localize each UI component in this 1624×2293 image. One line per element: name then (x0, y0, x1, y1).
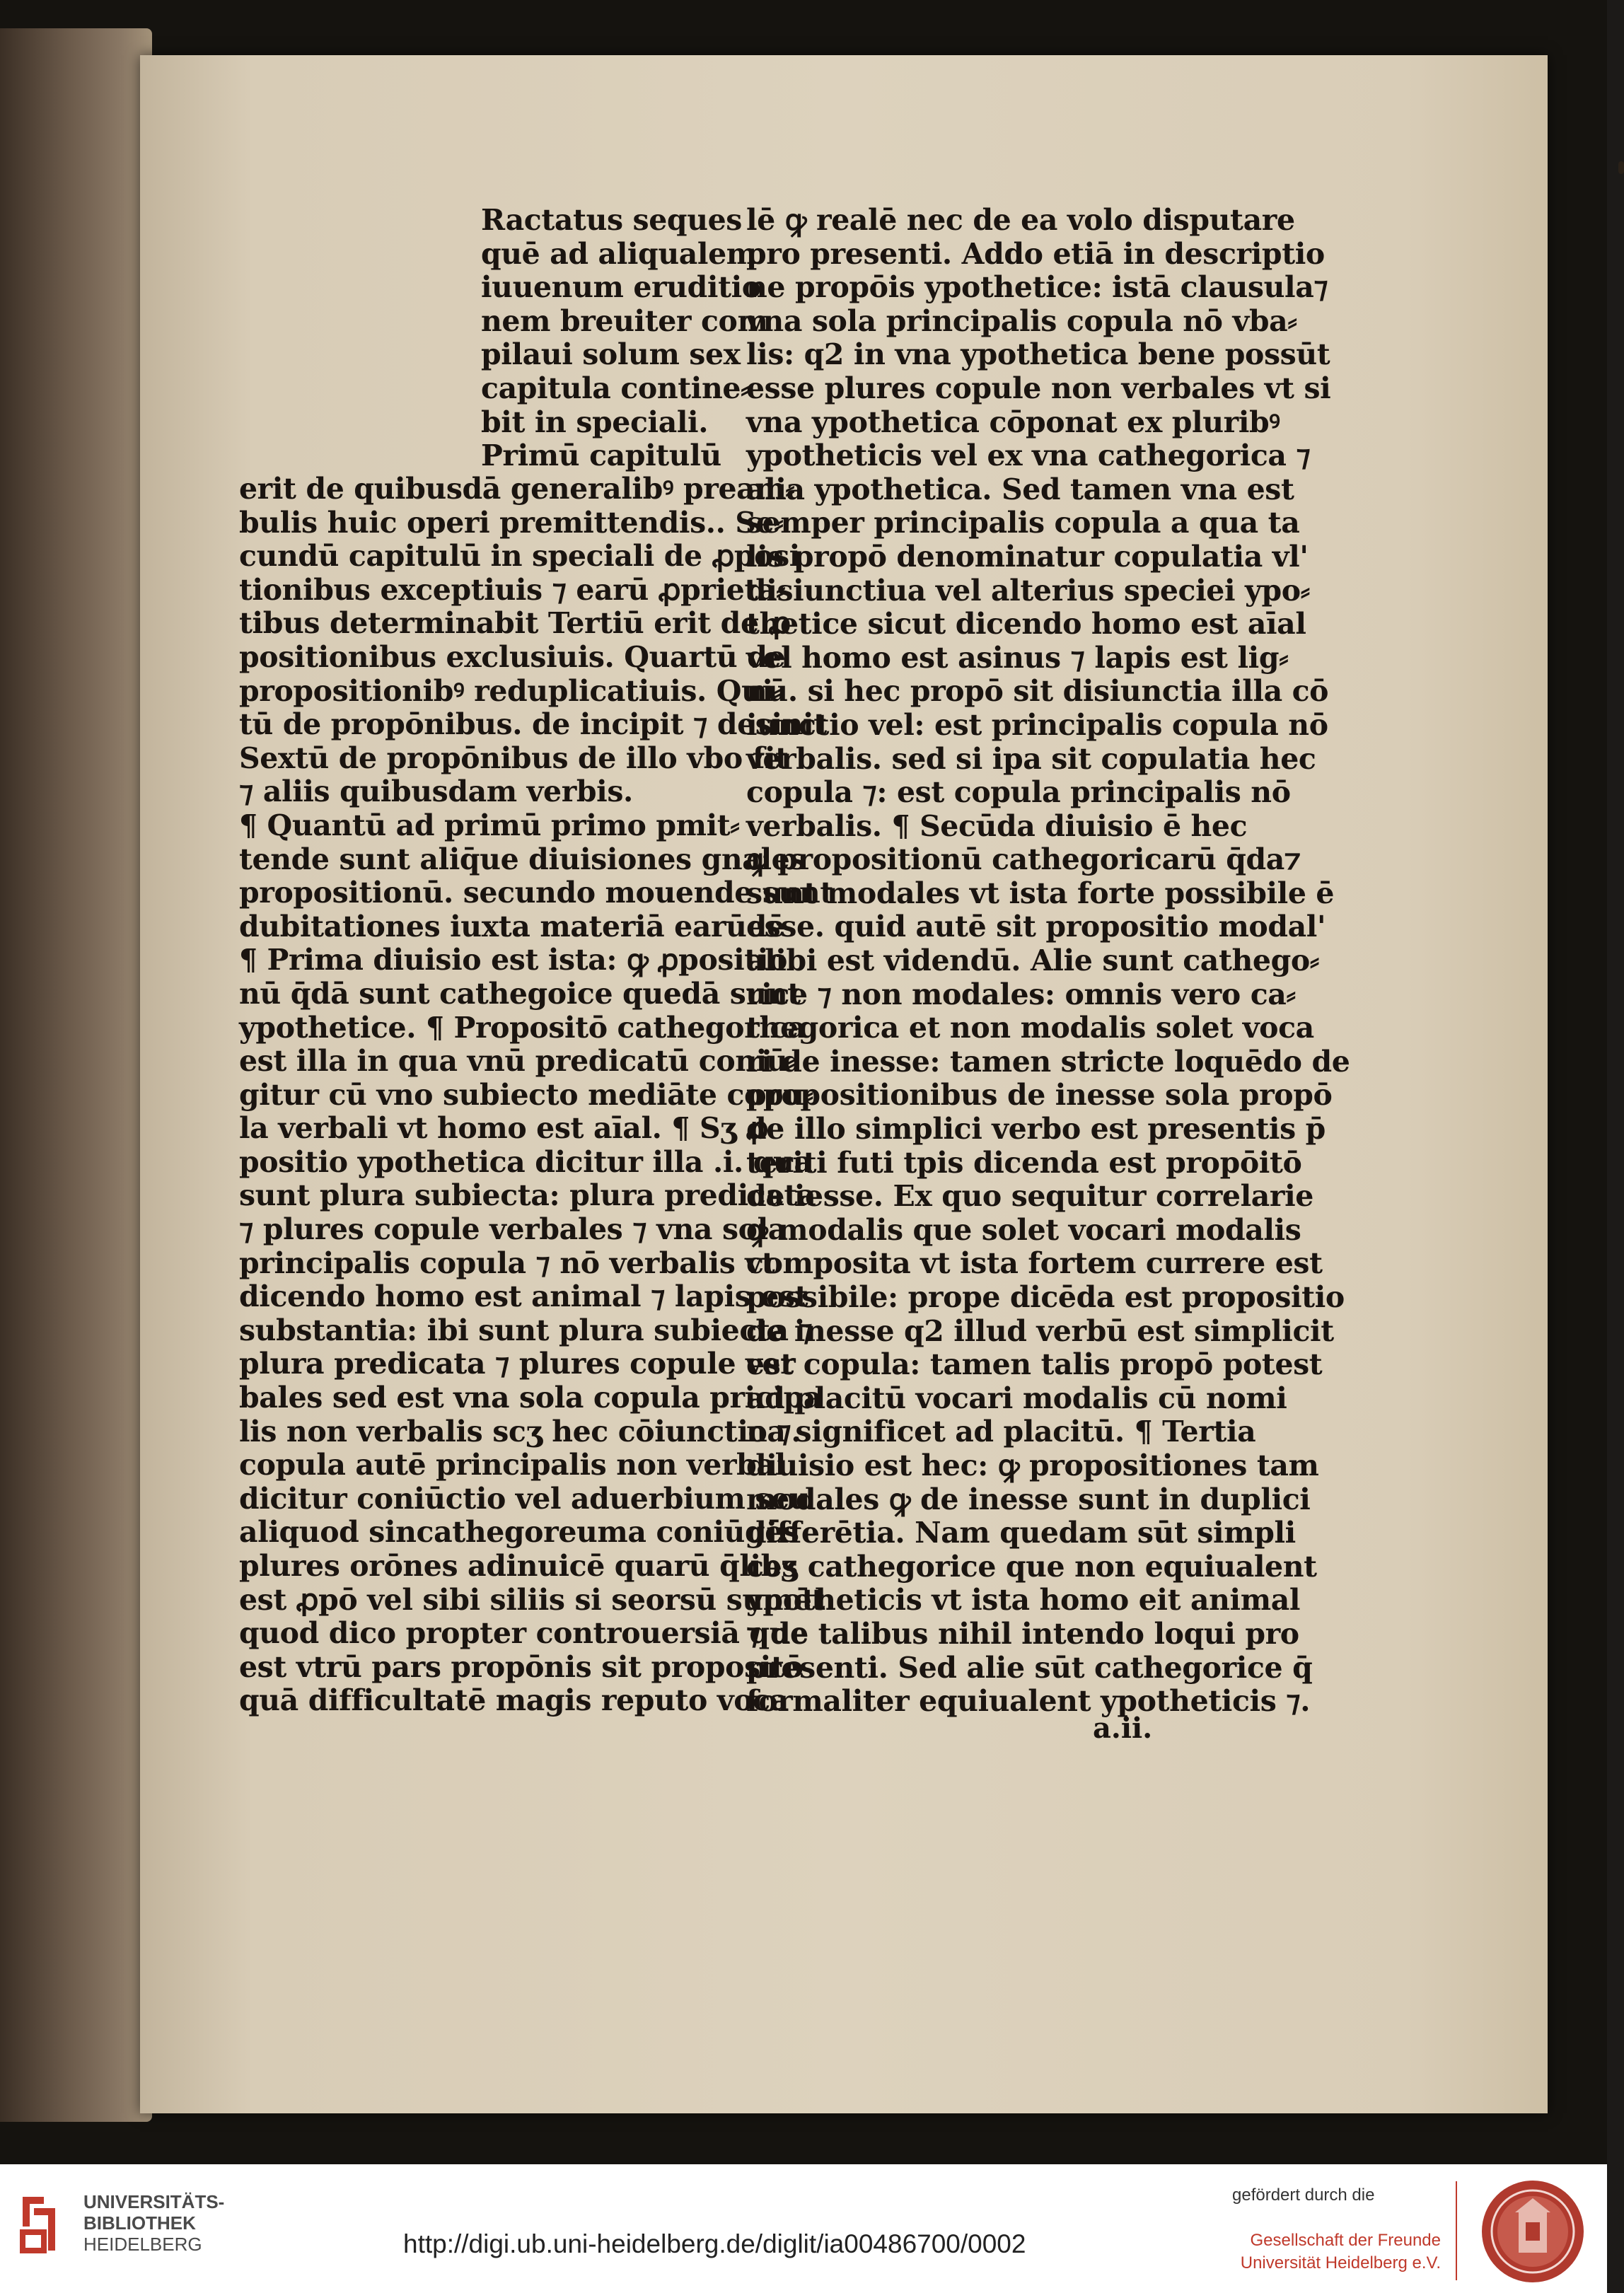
text-line: de iesse. Ex quo sequitur correlarie (746, 1179, 1313, 1214)
text-line: vel homo est asinus ⁊ lapis est lig⸗ (746, 640, 1289, 675)
text-line: thegorica et non modalis solet voca (746, 1011, 1314, 1045)
text-line: sunt plura subiecta: plura predicata (239, 1178, 816, 1213)
text-line: rice ⁊ non modales: omnis vero ca⸗ (746, 977, 1296, 1011)
text-line: la verbali vt homo est aīal. ¶ Sʒ ꝓ (239, 1111, 769, 1146)
text-line: principalis copula ⁊ nō verbalis vt (239, 1246, 775, 1280)
text-line: de illo simplici verbo est presentis p̄ (746, 1112, 1326, 1146)
sponsor-name-line: Universität Heidelberg e.V. (1240, 2253, 1441, 2272)
text-line: iunctio vel: est principalis copula nō (746, 707, 1328, 742)
text-line: tibus determinabit Tertiū erit de ꝓ (239, 606, 791, 641)
text-line: substantia: ibi sunt plura subiecta ⁊ (239, 1313, 813, 1347)
text-line: tū de propōnibus. de incipit ⁊ desinit (239, 707, 827, 742)
text-line: gitur cū vno subiecto mediāte copu⸗ (239, 1077, 813, 1112)
text-line: thetice sicut dicendo homo est aīal (746, 607, 1306, 642)
text-line: ypothetice. ¶ Propositō cathegorica (239, 1010, 806, 1045)
text-line: formaliter equiualent ypotheticis ⁊. (746, 1684, 1311, 1719)
text-line: nū q̄dā sunt cathegoice quedā sunt (239, 976, 801, 1011)
text-line: propositionibus de inesse sola propō (746, 1078, 1333, 1113)
text-line: quod dico propter controuersiā que (239, 1616, 808, 1651)
text-line: sunt modales vt ista forte possibile ē (746, 876, 1335, 910)
text-line: tende sunt aliq̄ue diuisiones gnales (239, 842, 806, 876)
text-line: ¶ Quantū ad primū primo pmit⸗ (239, 808, 740, 842)
text-line: copula autē principalis non verbal (239, 1448, 786, 1482)
text-line: propositionibꝰ reduplicatiuis. Qui⸗ (239, 673, 782, 708)
text-line: ¶ Prima diuisio est ista: ꝙ ꝓpositio (239, 943, 787, 977)
text-line: lis: q2 in vna ypothetica bene possūt (746, 337, 1330, 372)
library-name-line: BIBLIOTHEK (83, 2212, 196, 2234)
text-line: bit in speciali. (481, 405, 709, 439)
text-line: ypotheticis vel ex vna cathegorica ⁊ (746, 439, 1311, 473)
left-column (239, 472, 833, 1718)
text-line: verbalis. sed si ipa sit copulatia hec (746, 741, 1316, 776)
text-line: est ꝓpō vel sibi siliis si seorsū sumēt (239, 1582, 825, 1617)
text-line: possibile: prope dicēda est propositio (746, 1280, 1345, 1314)
text-line: positionibus exclusiuis. Quartū de (239, 639, 786, 674)
viewer-footer (0, 2164, 1607, 2293)
text-line: ⁊ plures copule verbales ⁊ vna sola (239, 1212, 787, 1247)
signature-mark: a.ii. (1093, 1712, 1153, 1745)
text-line: ad placitū vocari modalis cū nomi (746, 1381, 1287, 1415)
text-line: ri de inesse: tamen stricte loquēdo de (746, 1044, 1350, 1079)
text-line: iuuenum eruditio (481, 270, 761, 305)
text-line: est vtrū pars propōnis sit propositō (239, 1649, 804, 1684)
page-mark (1618, 161, 1624, 174)
text-line: positio ypothetica dicitur illa .i. qua (239, 1144, 813, 1179)
text-line: plures orōnes adinuicē quarū q̄libʒ (239, 1549, 797, 1583)
text-line: de inesse q2 illud verbū est simplicit (746, 1313, 1334, 1348)
text-line: vna ypothetica cōponat ex pluribꝰ (746, 405, 1280, 439)
text-line: diuisio est hec: ꝙ propositiones tam (746, 1448, 1319, 1482)
text-line: verbalis. ¶ Secūda diuisio ē hec (746, 808, 1248, 843)
left-column-top (481, 203, 768, 473)
text-line: composita vt ista fortem currere est (746, 1246, 1323, 1281)
text-line: dicendo homo est animal ⁊ lapis est (239, 1279, 808, 1314)
text-line: ⁊ aliis quibusdam verbis. (239, 774, 633, 809)
right-column (746, 203, 1350, 1719)
text-line: Primū capitulū (481, 439, 721, 473)
divider (1456, 2181, 1457, 2280)
text-line: alia ypothetica. Sed tamen vna est (746, 472, 1294, 506)
text-line: est illa in qua vnū predicatū coniū⸗ (239, 1044, 797, 1079)
text-line: ypotheticis vt ista homo eit animal (746, 1583, 1301, 1618)
text-line: ꝙ propositionū cathegoricarū q̄da⁊ (746, 842, 1301, 877)
text-line: vna sola principalis copula nō vba⸗ (746, 303, 1297, 338)
text-line: erit de quibusdā generalibꝰ pream⸗ (239, 472, 795, 506)
text-line: aliquod sincathegoreuma coniūgēs (239, 1515, 799, 1550)
text-line: propositionū. secundo mouende sunt (239, 876, 833, 910)
text-line: ꝙ modalis que solet vocari modalis (746, 1212, 1301, 1247)
sponsor-name-line: Gesellschaft der Freunde (1250, 2231, 1441, 2250)
text-line: presenti. Sed alie sūt cathegorice q̄ (746, 1650, 1313, 1685)
text-line: esse. quid autē sit propositio modal' (746, 910, 1326, 944)
text-line: plura predicata ⁊ plures copule ver (239, 1347, 796, 1381)
text-line: quā difficultatē magis reputo voca (239, 1683, 789, 1718)
text-line: copula ⁊: est copula principalis nō (746, 775, 1291, 810)
text-line: bulis huic operi premittendis.. Se⸗ (239, 505, 784, 540)
text-line: quē ad aliqualem (481, 236, 757, 271)
text-line: ne propōis ypothetice: istā clausula⁊ (746, 270, 1328, 305)
university-library-logo-icon[interactable] (16, 2191, 65, 2256)
text-line: differētia. Nam quedam sūt simpli (746, 1516, 1296, 1550)
text-line: na significet ad placitū. ¶ Tertia (746, 1415, 1256, 1449)
text-line: esse plures copule non verbales vt si (746, 371, 1331, 405)
text-line: Ractatus seques (481, 203, 742, 237)
text-line: bales sed est vna sola copula pricipa (239, 1381, 823, 1415)
text-line: ces cathegorice que non equiualent (746, 1549, 1317, 1584)
text-line: disiunctiua vel alterius speciei ypo⸗ (746, 573, 1310, 608)
text-line: pilaui solum sex (481, 337, 741, 372)
text-line: dubitationes iuxta materiā earūdē (239, 909, 785, 944)
text-line: semper principalis copula a qua ta (746, 506, 1300, 540)
text-line: Sextū de propōnibus de illo vbo fit (239, 741, 789, 775)
text-line: modales ꝙ de inesse sunt in duplici (746, 1482, 1311, 1516)
text-line: dicitur coniūctio vel aduerbium seu (239, 1481, 811, 1516)
book-edge (0, 28, 152, 2122)
text-line: lē ꝙ realē nec de ea volo disputare (746, 203, 1295, 237)
text-line: teriti futi tpis dicenda est propōitō (746, 1145, 1302, 1180)
permalink-link[interactable]: http://digi.ub.uni-heidelberg.de/diglit/ia00486700/0002 (403, 2229, 1026, 2258)
library-name-line: UNIVERSITÄTS- (83, 2191, 225, 2212)
university-seal-icon[interactable] (1480, 2178, 1586, 2285)
text-line: lis non verbalis scʒ hec cōiunctio ⁊. (239, 1414, 801, 1449)
sponsor-name[interactable] (1234, 2229, 1441, 2275)
text-line: cundū capitulū in speciali de ꝓposi (239, 539, 800, 574)
text-line: capitula contine⸗ (481, 371, 750, 405)
text-line: pro presenti. Addo etiā in descriptio (746, 236, 1325, 271)
sponsor-label: gefördert durch die (1232, 2185, 1375, 2205)
library-name[interactable] (83, 2191, 224, 2255)
text-line: nū. si hec propō sit disiunctia illa cō (746, 674, 1329, 709)
text-line: alibi est videndū. Alie sunt cathego⸗ (746, 944, 1320, 978)
text-line: lis propō denominatur copulatia vl' (746, 539, 1309, 574)
text-line: tionibus exceptiuis ⁊ earū ꝓprieta⸗ (239, 572, 786, 607)
library-name-line: HEIDELBERG (83, 2234, 202, 2255)
text-line: est copula: tamen talis propō potest (746, 1347, 1323, 1382)
text-line: ⁊ de talibus nihil intendo loqui pro (746, 1616, 1299, 1651)
text-line: nem breuiter com (481, 303, 768, 338)
